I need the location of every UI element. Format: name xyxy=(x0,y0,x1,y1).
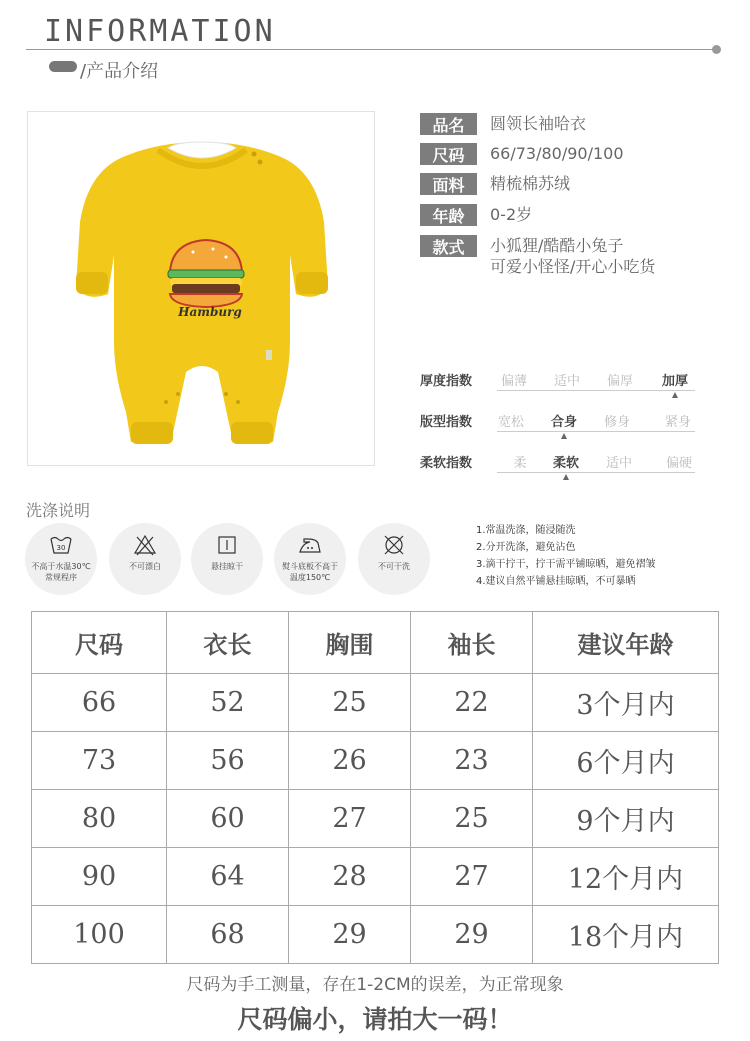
attr-value: 小狐狸/酷酷小兔子 xyxy=(490,236,624,255)
table-row xyxy=(32,674,719,732)
washing-note: 2.分开洗涤，避免沾色 xyxy=(476,542,576,553)
table-cell: 9个月内 xyxy=(533,790,719,848)
table-header: 胸围 xyxy=(289,612,411,674)
index-option-selected: 合身 xyxy=(550,415,577,430)
attr-label: 面料 xyxy=(420,173,477,195)
index-option: 修身 xyxy=(603,415,630,430)
table-cell: 64 xyxy=(167,848,289,906)
table-row xyxy=(32,790,719,848)
table-cell: 12个月内 xyxy=(533,848,719,906)
header-divider xyxy=(26,49,716,50)
washing-note: 3.滴干拧干，拧干需平铺晾晒，避免褶皱 xyxy=(476,559,656,570)
attr-size-row xyxy=(420,143,624,165)
softness-index xyxy=(420,452,695,482)
index-option: 适中 xyxy=(553,374,580,389)
table-cell: 26 xyxy=(289,732,411,790)
table-cell: 3个月内 xyxy=(533,674,719,732)
table-cell: 52 xyxy=(167,674,289,732)
table-row xyxy=(32,848,719,906)
hang-dry-icon xyxy=(215,533,239,557)
attr-name-row xyxy=(420,113,586,135)
iron-150-icon xyxy=(298,533,322,557)
measurement-note: 尺码为手工测量，存在1-2CM的误差，为正常现象 xyxy=(186,975,564,995)
wash-instruction xyxy=(191,523,263,595)
page-subtitle: /产品介绍 xyxy=(80,61,159,82)
index-label: 厚度指数 xyxy=(420,374,473,389)
attr-value: 66/73/80/90/100 xyxy=(490,144,624,163)
index-option: 紧身 xyxy=(664,415,691,430)
washing-note: 4.建议自然平铺悬挂晾晒，不可暴晒 xyxy=(476,576,636,587)
table-cell: 60 xyxy=(167,790,289,848)
table-cell: 25 xyxy=(411,790,533,848)
index-line xyxy=(497,390,695,391)
index-marker-icon xyxy=(672,392,678,398)
table-cell: 90 xyxy=(32,848,167,906)
wash-temp: 30 xyxy=(56,544,66,552)
wash-text: 悬挂晾干 xyxy=(211,562,243,571)
index-line xyxy=(497,472,695,473)
index-option: 偏厚 xyxy=(606,374,633,389)
table-cell: 27 xyxy=(411,848,533,906)
table-header-row xyxy=(32,612,719,674)
index-option: 适中 xyxy=(605,456,632,471)
washing-title: 洗涤说明 xyxy=(26,501,91,520)
no-dryclean-icon xyxy=(382,533,406,557)
table-header: 袖长 xyxy=(411,612,533,674)
table-cell: 56 xyxy=(167,732,289,790)
attr-age-row xyxy=(420,204,532,226)
attr-value: 圆领长袖哈衣 xyxy=(490,114,587,133)
index-option-selected: 加厚 xyxy=(661,374,688,389)
table-cell: 6个月内 xyxy=(533,732,719,790)
attr-fabric-row xyxy=(420,173,570,195)
table-header: 衣长 xyxy=(167,612,289,674)
table-cell: 27 xyxy=(289,790,411,848)
index-option-selected: 柔软 xyxy=(552,456,579,471)
attr-value: 精梳棉苏绒 xyxy=(490,174,571,193)
thickness-index xyxy=(420,370,695,400)
table-cell: 100 xyxy=(32,906,167,964)
table-cell: 80 xyxy=(32,790,167,848)
table-header: 建议年龄 xyxy=(533,612,719,674)
washing-notes xyxy=(476,522,656,590)
product-image xyxy=(27,111,375,466)
attr-value: 0-2岁 xyxy=(490,205,533,224)
table-cell: 29 xyxy=(411,906,533,964)
romper-illustration xyxy=(28,112,376,467)
wash-instruction xyxy=(109,523,181,595)
attr-value-line2: 可爱小怪怪/开心小吃货 xyxy=(490,257,656,276)
fit-index xyxy=(420,411,695,441)
attr-label: 尺码 xyxy=(420,143,477,165)
index-label: 柔软指数 xyxy=(420,456,473,471)
index-marker-icon xyxy=(563,474,569,480)
table-cell: 66 xyxy=(32,674,167,732)
header-dot xyxy=(712,45,721,54)
print-text: Hamburg xyxy=(178,305,242,319)
table-row xyxy=(32,906,719,964)
wash-instruction xyxy=(274,523,346,595)
wash-instruction xyxy=(358,523,430,595)
table-cell: 18个月内 xyxy=(533,906,719,964)
washing-note: 1.常温洗涤，随浸随洗 xyxy=(476,525,576,536)
table-row xyxy=(32,732,719,790)
index-option: 偏薄 xyxy=(500,374,527,389)
page-title: INFORMATION xyxy=(44,14,276,49)
index-label: 版型指数 xyxy=(420,415,473,430)
wash-text: 不可干洗 xyxy=(378,562,410,571)
no-bleach-icon xyxy=(133,533,157,557)
table-cell: 68 xyxy=(167,906,289,964)
wash-text: 熨斗底板不高于 xyxy=(282,562,338,571)
index-marker-icon xyxy=(561,433,567,439)
table-cell: 73 xyxy=(32,732,167,790)
wash-30-icon xyxy=(49,533,73,557)
table-cell: 22 xyxy=(411,674,533,732)
wash-text: 温度150℃ xyxy=(289,573,331,582)
attr-label: 品名 xyxy=(420,113,477,135)
index-option: 柔 xyxy=(513,456,527,471)
table-header: 尺码 xyxy=(32,612,167,674)
size-advice: 尺码偏小，请拍大一码！ xyxy=(237,1005,513,1034)
index-option: 偏硬 xyxy=(665,456,692,471)
size-table xyxy=(31,611,719,964)
wash-text: 不可漂白 xyxy=(129,562,161,571)
attr-label: 款式 xyxy=(420,235,477,257)
wash-text: 不高于水温30℃ xyxy=(31,562,91,571)
table-cell: 25 xyxy=(289,674,411,732)
header-pill xyxy=(49,61,77,72)
index-option: 宽松 xyxy=(497,415,524,430)
table-cell: 23 xyxy=(411,732,533,790)
table-cell: 28 xyxy=(289,848,411,906)
table-cell: 29 xyxy=(289,906,411,964)
wash-text: 常规程序 xyxy=(45,573,77,582)
index-line xyxy=(497,431,695,432)
attr-label: 年龄 xyxy=(420,204,477,226)
wash-instruction xyxy=(25,523,97,595)
